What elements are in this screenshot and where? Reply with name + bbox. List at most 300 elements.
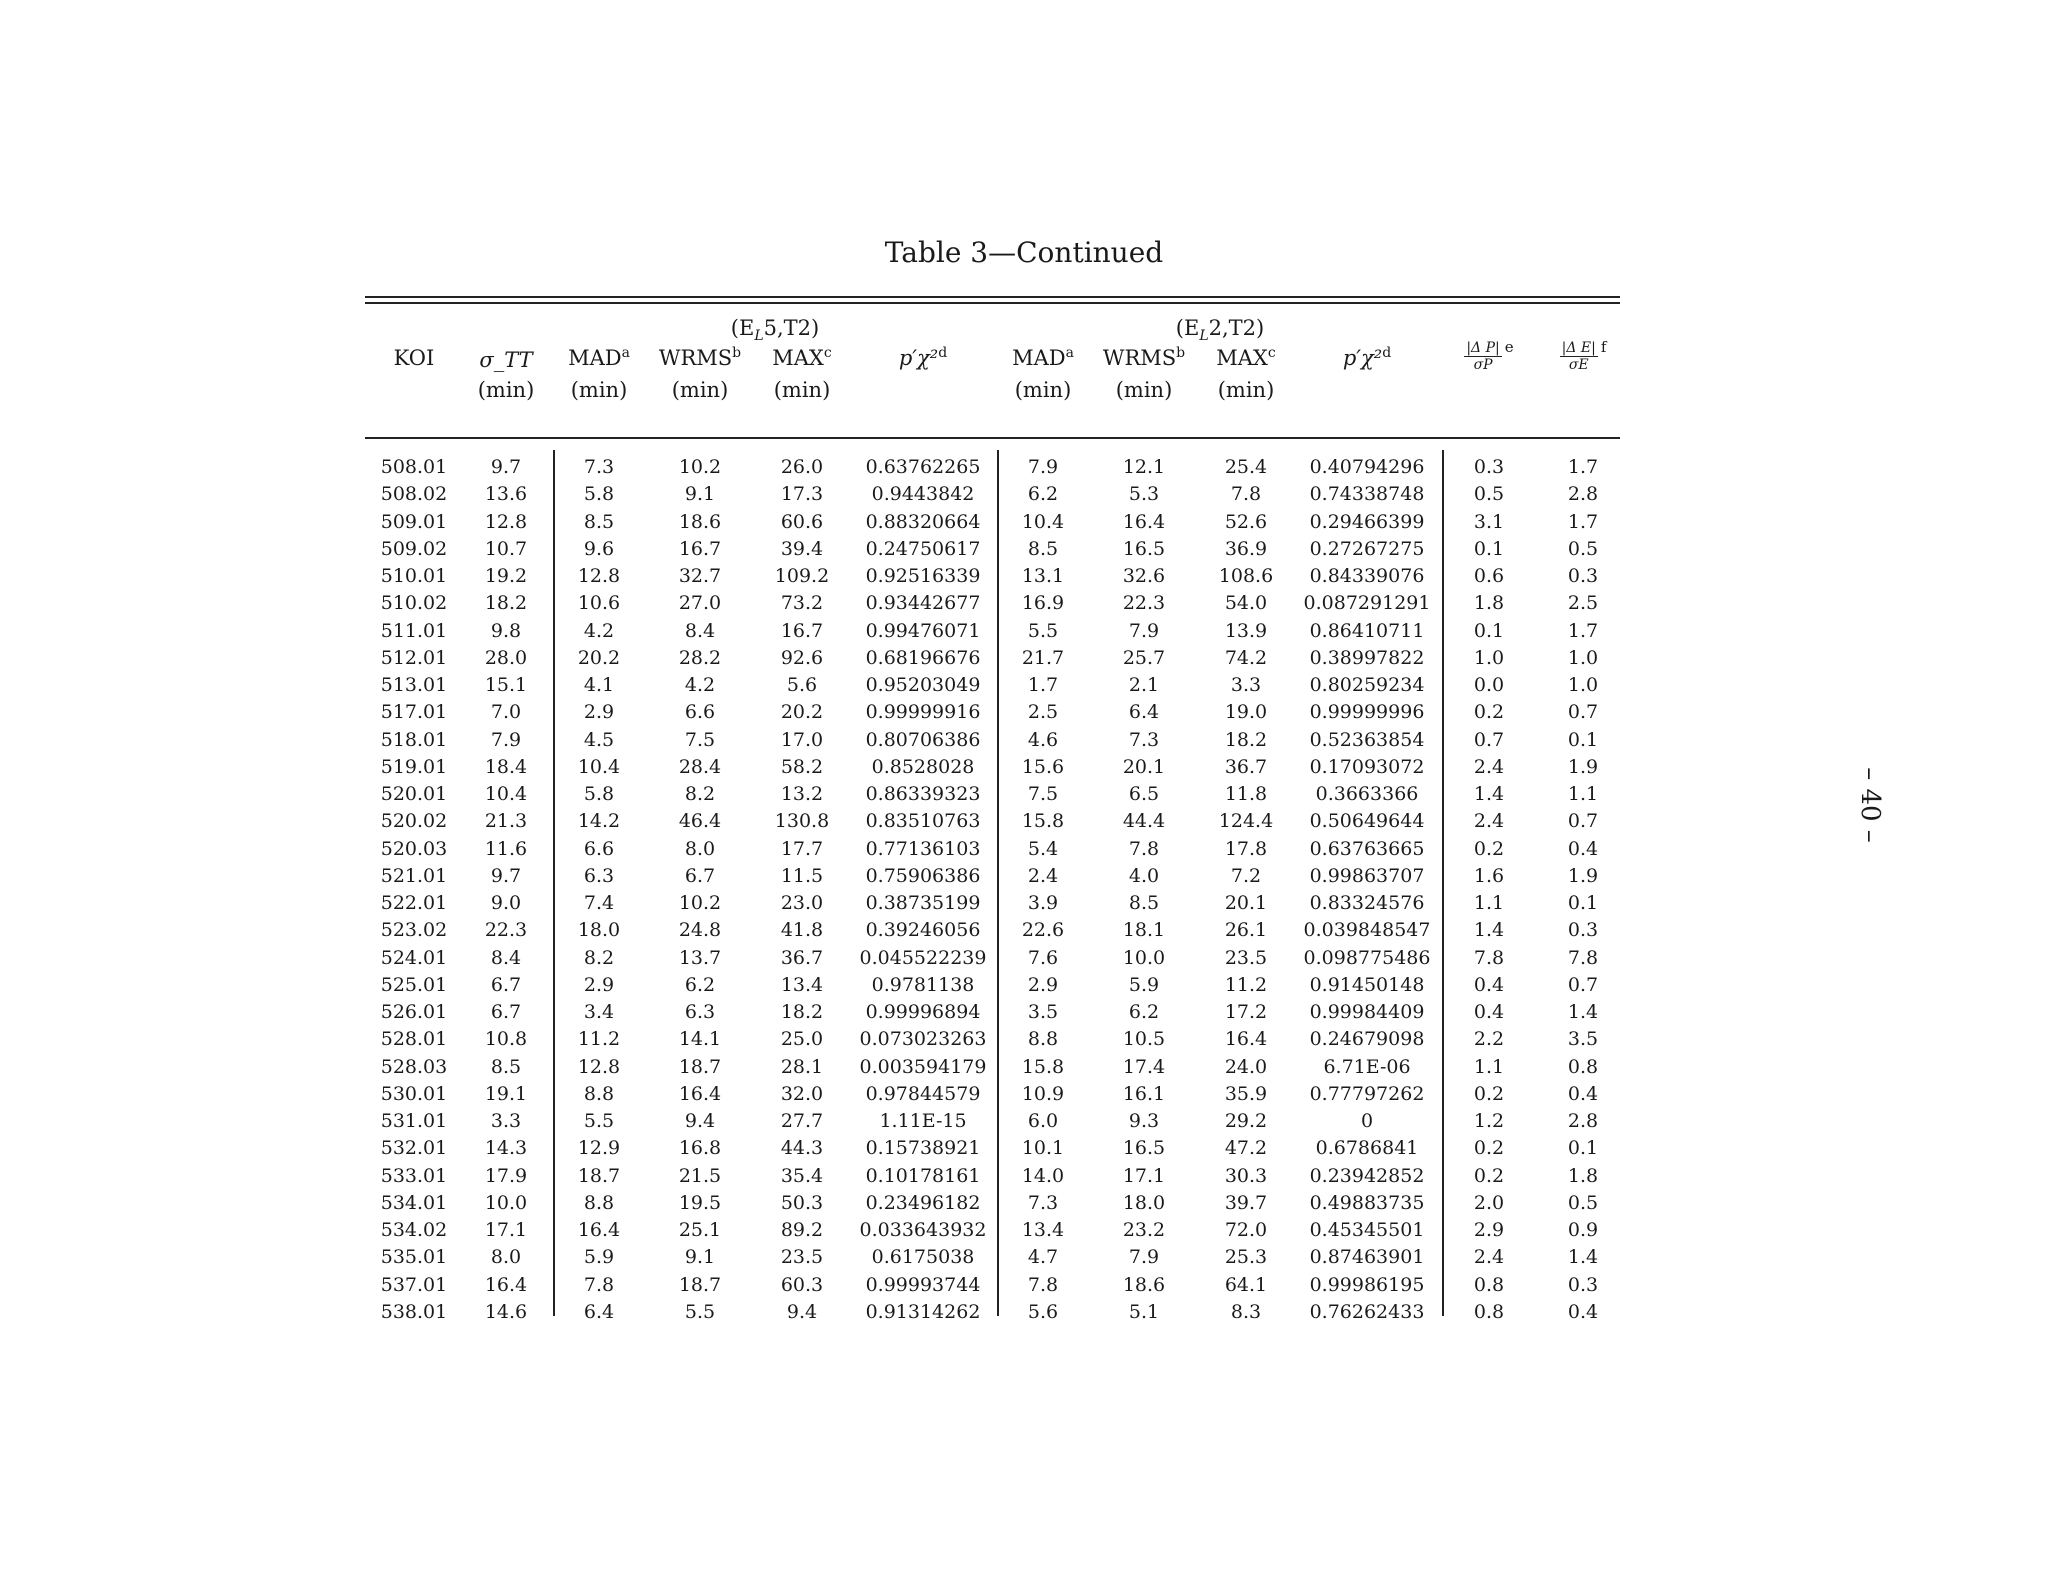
table-cell: 8.8	[583, 1082, 615, 1105]
table-cell: 58.2	[780, 755, 824, 778]
table-row	[0, 1217, 2048, 1244]
table-cell: 0.10178161	[865, 1164, 981, 1187]
table-cell: 7.8	[1230, 483, 1262, 506]
table-cell: 17.1	[1122, 1164, 1166, 1187]
table-cell: 1.7	[1027, 674, 1059, 696]
table-cell: 28.4	[678, 755, 722, 778]
header-delta-e-fraction	[1560, 340, 1598, 373]
table-cell: 0.7	[1473, 728, 1505, 751]
table-cell: 5.4	[1027, 837, 1059, 860]
table-cell: 0.97844579	[865, 1082, 981, 1105]
table-cell: 15.1	[484, 674, 528, 696]
table-cell: 7.2	[1230, 864, 1262, 887]
table-cell: 6.2	[1128, 1001, 1160, 1023]
table-cell: 26.1	[1224, 919, 1268, 942]
table-cell: 1.4	[1473, 783, 1505, 805]
table-cell: 29.2	[1224, 1110, 1268, 1132]
table-cell: 6.3	[684, 1001, 716, 1023]
table-cell: 5.8	[583, 783, 615, 805]
header-delta-p-fraction	[1464, 340, 1501, 373]
table-cell: 0.29466399	[1309, 510, 1425, 533]
table-cell: 0.17093072	[1309, 755, 1425, 778]
table-cell: 0.3	[1567, 1273, 1599, 1296]
table-cell: 9.0	[490, 892, 522, 914]
table-cell: 0.003594179	[859, 1055, 987, 1078]
table-row	[0, 836, 2048, 863]
table-cell: 513.01	[380, 674, 448, 696]
table-cell: 9.8	[490, 619, 522, 642]
table-cell: 7.5	[1027, 783, 1059, 805]
table-cell: 0.033643932	[859, 1219, 987, 1241]
table-cell: 10.9	[1021, 1082, 1065, 1105]
table-cell: 6.6	[684, 701, 716, 724]
table-cell: 535.01	[380, 1246, 448, 1269]
table-cell: 520.01	[380, 783, 448, 805]
table-cell: 22.6	[1021, 919, 1065, 942]
table-row	[0, 563, 2048, 590]
header-delta-p-note: e	[1504, 338, 1514, 356]
table-cell: 9.1	[684, 483, 716, 506]
table-cell: 2.4	[1473, 1246, 1505, 1269]
header-unit-label: (min)	[477, 378, 535, 402]
table-cell: 0.6175038	[871, 1246, 975, 1269]
table-row	[0, 1244, 2048, 1271]
header-wrms-label: WRMS	[1102, 346, 1177, 370]
table-cell: 10.4	[577, 755, 621, 778]
table-cell: 0.3663366	[1315, 783, 1419, 805]
table-cell: 7.5	[684, 728, 716, 751]
table-cell: 0.75906386	[865, 864, 981, 887]
table-cell: 0.84339076	[1309, 565, 1425, 587]
table-cell: 5.9	[1128, 973, 1160, 996]
table-cell: 510.02	[380, 592, 448, 615]
table-cell: 0.80259234	[1309, 674, 1425, 696]
table-cell: 18.4	[484, 755, 528, 778]
group-header-el2-t2: $(E_L2,T2)$	[1175, 316, 1265, 345]
table-cell: 0.83324576	[1309, 892, 1425, 914]
table-cell: 46.4	[678, 810, 722, 833]
table-cell: 23.0	[780, 892, 824, 914]
table-cell: 0.1	[1567, 892, 1599, 914]
table-cell: 1.7	[1567, 456, 1599, 478]
table-row	[0, 1054, 2048, 1081]
header-delta-e-denominator: σE	[1568, 357, 1589, 374]
table-cell: 11.2	[1224, 973, 1268, 996]
table-cell: 0.4	[1473, 1001, 1505, 1023]
table-cell: 124.4	[1218, 810, 1274, 833]
table-cell: 8.4	[490, 946, 522, 969]
table-cell: 36.9	[1224, 537, 1268, 560]
table-cell: 0.74338748	[1309, 483, 1425, 506]
table-cell: 35.9	[1224, 1082, 1268, 1105]
table-cell: 531.01	[380, 1110, 448, 1132]
table-cell: 11.2	[577, 1028, 621, 1051]
table-cell: 4.2	[684, 674, 716, 696]
table-cell: 3.4	[583, 1001, 615, 1023]
table-cell: 3.5	[1567, 1028, 1599, 1051]
table-cell: 1.0	[1473, 646, 1505, 669]
table-row	[0, 999, 2048, 1026]
table-cell: 1.1	[1473, 1055, 1505, 1078]
table-cell: 6.4	[583, 1300, 615, 1323]
table-cell: 23.5	[780, 1246, 824, 1269]
table-row	[0, 1135, 2048, 1162]
table-cell: 7.8	[1027, 1273, 1059, 1296]
table-cell: 27.0	[678, 592, 722, 615]
table-cell: 12.1	[1122, 456, 1166, 478]
table-cell: 7.3	[1027, 1191, 1059, 1214]
table-cell: 16.5	[1122, 537, 1166, 560]
header-unit-label: (min)	[671, 378, 729, 402]
table-cell: 0.8	[1473, 1300, 1505, 1323]
table-cell: 1.4	[1473, 919, 1505, 942]
table-cell: 0.99476071	[865, 619, 981, 642]
table-cell: 0.7	[1567, 810, 1599, 833]
table-cell: 0.63762265	[865, 456, 981, 478]
table-cell: 4.2	[583, 619, 615, 642]
table-cell: 519.01	[380, 755, 448, 778]
header-rule	[365, 437, 1620, 439]
table-cell: 11.8	[1224, 783, 1268, 805]
table-cell: 44.3	[780, 1137, 824, 1160]
table-cell: 14.6	[484, 1300, 528, 1323]
top-rule	[365, 296, 1620, 298]
header-pchi-label: p′χ²	[1342, 346, 1383, 370]
table-cell: 5.8	[583, 483, 615, 506]
table-row	[0, 1163, 2048, 1190]
table-cell: 7.9	[1128, 1246, 1160, 1269]
table-cell: 0.99996894	[865, 1001, 981, 1023]
table-cell: 30.3	[1224, 1164, 1268, 1187]
table-cell: 23.2	[1122, 1219, 1166, 1241]
table-cell: 11.6	[484, 837, 528, 860]
table-cell: 0.3	[1567, 565, 1599, 587]
table-cell: 28.1	[780, 1055, 824, 1078]
table-cell: 5.1	[1128, 1300, 1160, 1323]
header-pchi-note: d	[938, 345, 948, 361]
header-mad-note: a	[621, 345, 630, 361]
table-cell: 10.0	[484, 1191, 528, 1214]
table-cell: 27.7	[780, 1110, 824, 1132]
table-cell: 0.1	[1473, 537, 1505, 560]
table-cell: 74.2	[1224, 646, 1268, 669]
table-cell: 0.6	[1473, 565, 1505, 587]
table-cell: 0.3	[1473, 456, 1505, 478]
table-cell: 89.2	[780, 1219, 824, 1241]
table-cell: 0.38997822	[1309, 646, 1425, 669]
table-cell: 6.2	[684, 973, 716, 996]
header-delta-e-numerator: |Δ E|	[1561, 340, 1596, 356]
table-cell: 523.02	[380, 919, 448, 942]
header-sigma-tt-label: σ_TT	[479, 348, 533, 372]
table-cell: 10.4	[484, 783, 528, 805]
table-cell: 25.3	[1224, 1246, 1268, 1269]
table-cell: 2.4	[1473, 755, 1505, 778]
table-cell: 526.01	[380, 1001, 448, 1023]
table-cell: 10.1	[1021, 1137, 1065, 1160]
table-cell: 4.7	[1027, 1246, 1059, 1269]
table-cell: 7.4	[583, 892, 615, 914]
table-cell: 0.9	[1567, 1219, 1599, 1241]
table-cell: 35.4	[780, 1164, 824, 1187]
table-cell: 14.2	[577, 810, 621, 833]
table-cell: 533.01	[380, 1164, 448, 1187]
table-cell: 14.0	[1021, 1164, 1065, 1187]
table-cell: 0.92516339	[865, 565, 981, 587]
header-wrms-note: b	[732, 345, 742, 361]
table-cell: 1.2	[1473, 1110, 1505, 1132]
table-cell: 18.6	[1122, 1273, 1166, 1296]
table-cell: 1.0	[1567, 674, 1599, 696]
table-cell: 3.3	[1230, 674, 1262, 696]
table-cell: 12.8	[484, 510, 528, 533]
table-cell: 8.2	[583, 946, 615, 969]
table-cell: 0.7	[1567, 701, 1599, 724]
table-row	[0, 727, 2048, 754]
table-cell: 4.6	[1027, 728, 1059, 751]
table-cell: 0.4	[1567, 1300, 1599, 1323]
table-cell: 0.87463901	[1309, 1246, 1425, 1269]
table-cell: 9.4	[786, 1300, 818, 1323]
table-cell: 16.1	[1122, 1082, 1166, 1105]
table-cell: 0.0	[1473, 674, 1505, 696]
table-cell: 0.77136103	[865, 837, 981, 860]
table-cell: 25.0	[780, 1028, 824, 1051]
table-cell: 8.3	[1230, 1300, 1262, 1323]
table-cell: 130.8	[774, 810, 830, 833]
table-cell: 4.0	[1128, 864, 1160, 887]
table-cell: 0.99863707	[1309, 864, 1425, 887]
header-max-unit-el2	[1181, 380, 1311, 401]
table-cell: 17.0	[780, 728, 824, 751]
table-cell: 6.3	[583, 864, 615, 887]
table-row	[0, 590, 2048, 617]
table-cell: 532.01	[380, 1137, 448, 1160]
table-cell: 10.4	[1021, 510, 1065, 533]
table-cell: 0.24679098	[1309, 1028, 1425, 1051]
table-cell: 0.5	[1567, 537, 1599, 560]
table-cell: 9.7	[490, 456, 522, 478]
table-cell: 8.2	[684, 783, 716, 805]
table-cell: 16.7	[678, 537, 722, 560]
table-cell: 0.23942852	[1309, 1164, 1425, 1187]
header-unit-label: (min)	[1217, 378, 1275, 402]
table-row	[0, 699, 2048, 726]
table-cell: 2.4	[1027, 864, 1059, 887]
table-cell: 0.99993744	[865, 1273, 981, 1296]
table-cell: 15.8	[1021, 1055, 1065, 1078]
table-cell: 0.5	[1473, 483, 1505, 506]
table-cell: 16.4	[1122, 510, 1166, 533]
table-cell: 1.8	[1473, 592, 1505, 615]
table-cell: 0.9443842	[871, 483, 975, 506]
table-cell: 18.7	[678, 1273, 722, 1296]
table-cell: 19.0	[1224, 701, 1268, 724]
table-cell: 8.0	[490, 1246, 522, 1269]
table-cell: 3.5	[1027, 1001, 1059, 1023]
table-cell: 6.0	[1027, 1110, 1059, 1132]
table-cell: 5.6	[786, 674, 818, 696]
table-cell: 528.01	[380, 1028, 448, 1051]
header-delta-p-numerator: |Δ P|	[1466, 340, 1500, 356]
table-cell: 510.01	[380, 565, 448, 587]
table-cell: 0.88320664	[865, 510, 981, 533]
table-cell: 13.9	[1224, 619, 1268, 642]
table-cell: 25.4	[1224, 456, 1268, 478]
header-pchi-label: p′χ²	[898, 346, 939, 370]
table-cell: 0.2	[1473, 1164, 1505, 1187]
table-cell: 22.3	[1122, 592, 1166, 615]
table-cell: 1.7	[1567, 619, 1599, 642]
table-row	[0, 454, 2048, 481]
table-cell: 19.1	[484, 1082, 528, 1105]
table-cell: 8.8	[1027, 1028, 1059, 1051]
table-cell: 0.4	[1473, 973, 1505, 996]
table-cell: 0.8	[1567, 1055, 1599, 1078]
table-cell: 0.76262433	[1309, 1300, 1425, 1323]
table-row	[0, 672, 2048, 699]
header-max-label: MAX	[772, 346, 824, 370]
table-cell: 525.01	[380, 973, 448, 996]
table-cell: 0.098775486	[1303, 946, 1431, 969]
table-row	[0, 1081, 2048, 1108]
table-cell: 0.087291291	[1303, 592, 1431, 615]
table-cell: 0.1	[1473, 619, 1505, 642]
table-cell: 92.6	[780, 646, 824, 669]
table-cell: 8.0	[684, 837, 716, 860]
table-cell: 17.3	[780, 483, 824, 506]
header-unit-label: (min)	[1115, 378, 1173, 402]
table-cell: 534.02	[380, 1219, 448, 1241]
table-cell: 2.9	[583, 701, 615, 724]
table-cell: 0.91314262	[865, 1300, 981, 1323]
table-cell: 23.5	[1224, 946, 1268, 969]
table-cell: 10.6	[577, 592, 621, 615]
table-cell: 18.2	[484, 592, 528, 615]
header-max-note: c	[823, 345, 832, 361]
table-cell: 0.073023263	[859, 1028, 987, 1051]
table-cell: 520.02	[380, 810, 448, 833]
table-cell: 1.9	[1567, 864, 1599, 887]
table-cell: 8.5	[1027, 537, 1059, 560]
header-wrms-label: WRMS	[658, 346, 733, 370]
header-delta-e	[1518, 340, 1648, 373]
table-cell: 2.2	[1473, 1028, 1505, 1051]
table-cell: 0.8528028	[871, 755, 975, 778]
table-cell: 0.5	[1567, 1191, 1599, 1214]
table-cell: 32.7	[678, 565, 722, 587]
top-rule-second	[365, 302, 1620, 304]
table-cell: 8.8	[583, 1191, 615, 1214]
header-pchi-el2	[1302, 345, 1432, 370]
table-cell: 18.1	[1122, 919, 1166, 942]
table-cell: 5.5	[684, 1300, 716, 1323]
table-cell: 7.9	[1027, 456, 1059, 478]
table-cell: 64.1	[1224, 1273, 1268, 1296]
table-row	[0, 863, 2048, 890]
table-cell: 5.9	[583, 1246, 615, 1269]
table-cell: 14.3	[484, 1137, 528, 1160]
table-cell: 17.7	[780, 837, 824, 860]
table-cell: 18.6	[678, 510, 722, 533]
table-cell: 537.01	[380, 1273, 448, 1296]
table-cell: 10.5	[1122, 1028, 1166, 1051]
table-cell: 0.2	[1473, 1137, 1505, 1160]
table-cell: 0.39246056	[865, 919, 981, 942]
table-cell: 5.6	[1027, 1300, 1059, 1323]
table-cell: 24.8	[678, 919, 722, 942]
header-unit-label: (min)	[570, 378, 628, 402]
table-cell: 0	[1360, 1110, 1374, 1132]
table-cell: 1.7	[1567, 510, 1599, 533]
table-cell: 0.27267275	[1309, 537, 1425, 560]
table-cell: 530.01	[380, 1082, 448, 1105]
table-cell: 0.52363854	[1309, 728, 1425, 751]
table-cell: 0.9781138	[871, 973, 975, 996]
table-cell: 44.4	[1122, 810, 1166, 833]
header-mad-label: MAD	[568, 346, 622, 370]
table-cell: 10.7	[484, 537, 528, 560]
header-unit-label: (min)	[773, 378, 831, 402]
table-cell: 7.9	[490, 728, 522, 751]
table-cell: 13.4	[1021, 1219, 1065, 1241]
table-cell: 54.0	[1224, 592, 1268, 615]
table-cell: 32.0	[780, 1082, 824, 1105]
table-cell: 528.03	[380, 1055, 448, 1078]
table-cell: 0.91450148	[1309, 973, 1425, 996]
table-cell: 50.3	[780, 1191, 824, 1214]
table-cell: 16.4	[1224, 1028, 1268, 1051]
header-delta-p-denominator: σP	[1473, 357, 1493, 374]
table-cell: 512.01	[380, 646, 448, 669]
table-caption: Table 3—Continued	[884, 236, 1164, 269]
table-cell: 0.1	[1567, 1137, 1599, 1160]
table-cell: 534.01	[380, 1191, 448, 1214]
table-cell: 10.2	[678, 892, 722, 914]
table-cell: 0.77797262	[1309, 1082, 1425, 1105]
header-max-el5	[737, 345, 867, 370]
table-cell: 11.5	[780, 864, 824, 887]
table-cell: 17.9	[484, 1164, 528, 1187]
table-cell: 17.1	[484, 1219, 528, 1241]
table-cell: 0.24750617	[865, 537, 981, 560]
table-cell: 0.99999916	[865, 701, 981, 724]
header-pchi-el5	[858, 345, 988, 370]
table-cell: 0.50649644	[1309, 810, 1425, 833]
table-cell: 0.045522239	[859, 946, 987, 969]
table-cell: 0.99986195	[1309, 1273, 1425, 1296]
table-cell: 0.7	[1567, 973, 1599, 996]
table-cell: 15.8	[1021, 810, 1065, 833]
table-cell: 8.5	[1128, 892, 1160, 914]
table-cell: 4.1	[583, 674, 615, 696]
table-cell: 20.2	[780, 701, 824, 724]
table-cell: 0.23496182	[865, 1191, 981, 1214]
table-cell: 508.02	[380, 483, 448, 506]
table-cell: 21.7	[1021, 646, 1065, 669]
table-cell: 0.1	[1567, 728, 1599, 751]
table-cell: 39.4	[780, 537, 824, 560]
table-cell: 1.4	[1567, 1246, 1599, 1269]
table-cell: 25.1	[678, 1219, 722, 1241]
table-cell: 0.83510763	[865, 810, 981, 833]
table-cell: 1.1	[1473, 892, 1505, 914]
table-cell: 20.2	[577, 646, 621, 669]
table-cell: 7.8	[583, 1273, 615, 1296]
table-cell: 9.4	[684, 1110, 716, 1132]
table-cell: 2.5	[1567, 592, 1599, 615]
table-cell: 16.4	[577, 1219, 621, 1241]
